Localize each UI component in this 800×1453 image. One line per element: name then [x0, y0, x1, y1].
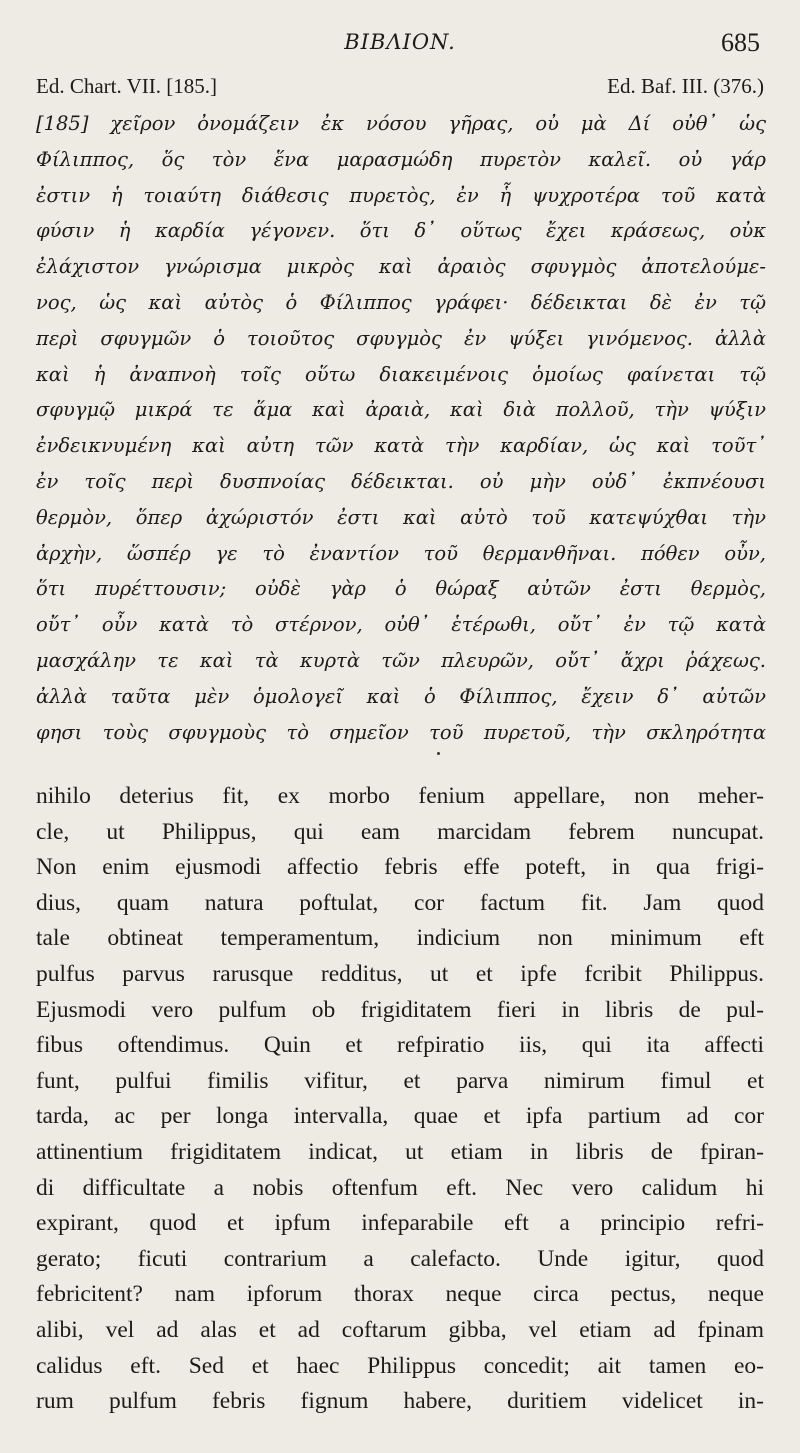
latin-line: rum pulfum febris fignum habere, duritiem videlicet in-	[36, 1388, 764, 1415]
latin-line: Ejusmodi vero pulfum ob frigiditatem fieri in libris de pul-	[36, 996, 764, 1023]
greek-line: μασχάλην τε καὶ τὰ κυρτὰ τῶν πλευρῶν, οὔτ᾽ ἄχρι ῥάχεως.	[36, 648, 766, 672]
greek-line: ὅτι πυρέττουσιν; οὐδὲ γὰρ ὁ θώραξ αὐτῶν ἐστι θερμὸς,	[36, 577, 766, 601]
greek-line: καὶ ἡ ἀναπνοὴ τοῖς οὕτω διακειμένοις ὁμοίως φαίνεται τῷ	[36, 362, 766, 386]
running-title: BIBΛION.	[344, 30, 456, 54]
latin-line: nihilo deterius fit, ex morbo fenium appellare, non meher-	[36, 783, 764, 809]
greek-line: Φίλιππος, ὅς τὸν ἕνα μαρασμώδη πυρετὸν καλεῖ. οὐ γάρ	[36, 147, 766, 171]
edition-references	[36, 74, 764, 100]
latin-line: dius, quam natura poftulat, cor factum fit. Jam quod	[36, 889, 764, 916]
latin-line: febricitent? nam ipforum thorax neque circa pectus, neque	[36, 1281, 764, 1308]
latin-line: gerato; ficuti contrarium a calefacto. Unde igitur, quod	[36, 1245, 764, 1272]
greek-line: περὶ σφυγμῶν ὁ τοιοῦτος σφυγμὸς ἐν ψύξει γινόμενος. ἀλλὰ	[36, 326, 766, 350]
latin-text-block	[36, 779, 764, 1420]
greek-line: ἐνδεικνυμένη καὶ αὐτη τῶν κατὰ τὴν καρδίαν, ὡς καὶ τοῦτ᾽	[36, 434, 766, 458]
greek-line: φησι τοὺς σφυγμοὺς τὸ σημεῖον τοῦ πυρετοῦ, τὴν σκληρότητα	[36, 720, 766, 744]
section-divider-dot	[437, 752, 440, 755]
latin-line: di difficultate a nobis oftenfum eft. Nec vero calidum hi	[36, 1174, 764, 1201]
greek-line: ἐλάχιστον γνώρισμα μικρὸς καὶ ἀραιὸς σφυγμὸς ἀποτελούμε-	[36, 255, 766, 279]
latin-line: alibi, vel ad alas et ad coftarum gibba, vel etiam ad fpinam	[36, 1316, 764, 1343]
latin-line: fibus oftendimus. Quin et refpiratio iis, qui ita affecti	[36, 1032, 764, 1059]
greek-text-block	[36, 106, 766, 750]
greek-line: θερμὸν, ὅπερ ἀχώριστόν ἐστι καὶ αὐτὸ τοῦ κατεψύχθαι τὴν	[36, 505, 766, 529]
latin-line: pulfus parvus rarusque redditus, ut et ipfe fcribit Philippus.	[36, 960, 764, 987]
latin-line: Non enim ejusmodi affectio febris effe poteft, in qua frigi-	[36, 854, 764, 881]
latin-line: calidus eft. Sed et haec Philippus concedit; ait tamen eo-	[36, 1352, 764, 1379]
greek-line: ἀρχὴν, ὥσπέρ γε τὸ ἐναντίον τοῦ θερμανθῆναι. πόθεν οὖν,	[36, 541, 766, 565]
latin-line: funt, pulfui fimilis vifitur, et parva nimirum fimul et	[36, 1067, 764, 1094]
greek-line: ἐν τοῖς περὶ δυσπνοίας δέδεικται. οὐ μὴν οὐδ᾽ ἐκπνέουσι	[36, 469, 766, 493]
latin-line: cle, ut Philippus, qui eam marcidam febrem nuncupat.	[36, 818, 764, 845]
edition-ref-basel: Ed. Baf. III. (376.)	[607, 74, 764, 98]
latin-line: attinentium frigiditatem indicat, ut etiam in libris de fpiran-	[36, 1138, 764, 1165]
latin-line: tale obtineat temperamentum, indicium non minimum eft	[36, 925, 764, 952]
latin-line: expirant, quod et ipfum infeparabile eft a principio refri-	[36, 1210, 764, 1237]
latin-line: tarda, ac per longa intervalla, quae et ipfa partium ad cor	[36, 1103, 764, 1130]
greek-line: οὔτ᾽ οὖν κατὰ τὸ στέρνον, οὐθ᾽ ἑτέρωθι, οὔτ᾽ ἐν τῷ κατὰ	[36, 613, 766, 637]
greek-line: νος, ὡς καὶ αὐτὸς ὁ Φίλιππος γράφει· δέδεικται δὲ ἐν τῷ	[36, 290, 766, 314]
greek-line: ἀλλὰ ταῦτα μὲν ὁμολογεῖ καὶ ὁ Φίλιππος, ἔχειν δ᾽ αὐτῶν	[36, 684, 766, 708]
greek-line: ἐστιν ἡ τοιαύτη διάθεσις πυρετὸς, ἐν ἧ ψυχροτέρα τοῦ κατὰ	[36, 183, 766, 207]
greek-line: [185] χεῖρον ὀνομάζειν ἐκ νόσου γῆρας, οὐ μὰ Δί οὐθ᾽ ὡς	[36, 112, 766, 135]
greek-line: σφυγμῷ μικρά τε ἅμα καὶ ἀραιὰ, καὶ διὰ πολλοῦ, τὴν ψύξιν	[36, 398, 766, 422]
greek-line: φύσιν ἡ καρδία γέγονεν. ὅτι δ᾽ οὕτως ἔχει κράσεως, οὐκ	[36, 219, 766, 243]
page-number: 685	[721, 28, 760, 57]
edition-ref-chartier: Ed. Chart. VII. [185.]	[36, 74, 217, 98]
